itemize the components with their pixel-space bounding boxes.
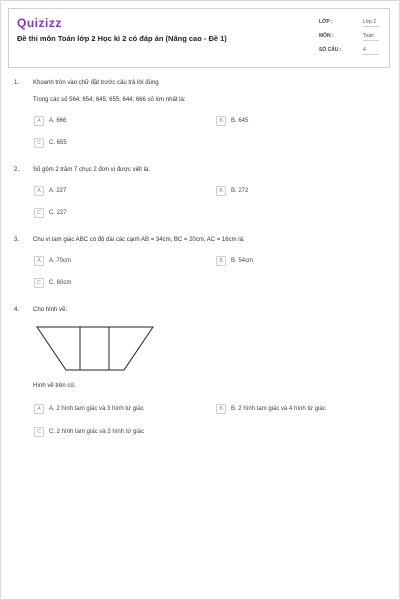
option-1b[interactable] — [216, 116, 248, 128]
question-text: Chu vi tam giác ABC có độ dài các cạnh AB = 34cm, BC = 20cm, AC = 16cm là: — [33, 237, 245, 243]
meta-subject-row — [319, 31, 379, 45]
option-2b[interactable] — [216, 186, 248, 198]
option-text: A. 666 — [49, 118, 67, 124]
option-3b[interactable] — [216, 256, 253, 268]
option-text: B. 54cm — [231, 258, 254, 264]
meta-class-row — [319, 17, 379, 31]
option-2a[interactable] — [34, 186, 66, 198]
question-text: Khoanh tròn vào chữ đặt trước câu trả lời đúng — [33, 80, 159, 86]
question-number: 1. — [14, 80, 20, 86]
option-text: A. 70cm — [49, 258, 72, 264]
question-1-sub: Trong các số 564; 654; 645; 655; 644; 666 số lớn nhất là: — [33, 97, 186, 103]
option-3c[interactable] — [34, 278, 71, 290]
option-letter-badge: C — [34, 427, 44, 437]
option-text: A. 2 hình tam giác và 3 hình tứ giác — [49, 406, 144, 412]
question-number: 2. — [14, 167, 20, 173]
option-text: A. 227 — [49, 188, 67, 194]
worksheet-title: Đề thi môn Toán lớp 2 Học kì 2 có đáp án (Nâng cao - Đề 1) — [17, 34, 227, 43]
option-letter-badge: B — [216, 186, 226, 196]
option-1a[interactable] — [34, 116, 66, 128]
option-letter-badge: C — [34, 208, 44, 218]
question-text: Cho hình vẽ: — [33, 307, 68, 313]
option-3a[interactable] — [34, 256, 71, 268]
option-4a[interactable] — [34, 404, 144, 416]
quizizz-logo: Quizizz — [17, 16, 62, 30]
meta-count-row — [319, 45, 379, 59]
meta-subject-label: MÔN : — [319, 33, 334, 39]
question-4-sub: Hình vẽ trên có: — [33, 383, 76, 389]
option-letter-badge: C — [34, 138, 44, 148]
trapezoid-figure — [36, 325, 156, 373]
option-2c[interactable] — [34, 208, 67, 220]
option-4b[interactable] — [216, 404, 326, 416]
meta-subject-value: Toán — [363, 33, 379, 41]
option-letter-badge: A — [34, 256, 44, 266]
option-text: C. 60cm — [49, 280, 72, 286]
meta-class-value: Lớp 2 — [363, 19, 379, 27]
option-text: B. 2 hình tam giác và 4 hình tứ giác — [231, 406, 326, 412]
meta-count-value: 4 — [363, 47, 379, 55]
option-text: B. 645 — [231, 118, 249, 124]
option-4c[interactable] — [34, 427, 144, 439]
option-letter-badge: A — [34, 186, 44, 196]
meta-class-label: LỚP : — [319, 19, 333, 25]
option-letter-badge: A — [34, 404, 44, 414]
option-letter-badge: C — [34, 278, 44, 288]
option-letter-badge: B — [216, 404, 226, 414]
question-text: Số gồm 2 trăm 7 chục 2 đơn vị được viết là: — [33, 167, 150, 173]
option-1c[interactable] — [34, 138, 67, 150]
option-letter-badge: B — [216, 256, 226, 266]
question-number: 3. — [14, 237, 20, 243]
worksheet-header — [8, 8, 390, 68]
option-text: C. 2 hình tam giác và 2 hình tứ giác — [49, 429, 145, 435]
option-text: C. 227 — [49, 210, 67, 216]
meta-count-label: SỐ CÂU : — [319, 47, 342, 53]
option-letter-badge: A — [34, 116, 44, 126]
trapezoid-outline — [37, 327, 153, 370]
worksheet-meta — [319, 17, 379, 59]
option-letter-badge: B — [216, 116, 226, 126]
option-text: B. 272 — [231, 188, 249, 194]
option-text: C. 655 — [49, 140, 67, 146]
question-number: 4. — [14, 307, 20, 313]
